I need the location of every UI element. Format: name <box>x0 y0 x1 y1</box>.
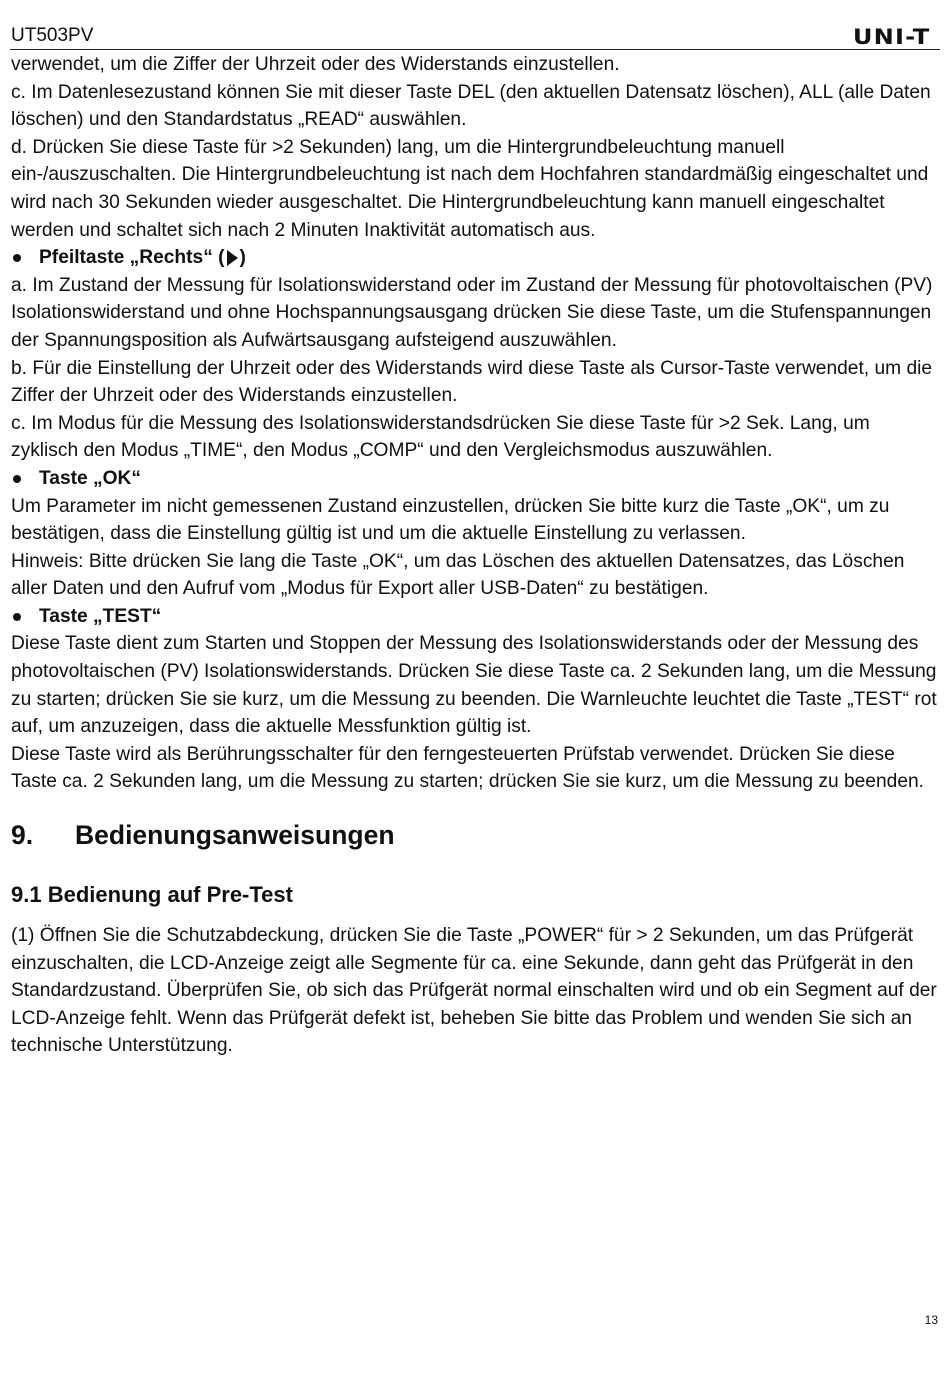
bullet-dot-icon <box>13 475 21 483</box>
paragraph: d. Drücken Sie diese Taste für >2 Sekunden) lang, um die Hintergrundbeleuchtung manuell ein-/auszuschalten. Die Hintergrundbeleuchtung ist nach dem Hochfahren standardmäßig eingeschaltet und wird nach 30 Sekunden wieder ausgeschaltet. Die Hintergrundbeleuchtung kann manuell eingeschaltet werden und schaltet sich nach 2 Minuten Inaktivität automatisch aus. <box>11 136 929 241</box>
bullet-dot-icon <box>13 613 21 621</box>
paragraph: c. Im Modus für die Messung des Isolationswiderstandsdrücken Sie diese Taste für >2 Sek. Lang, um zyklisch den Modus „TIME“, den Modus „COMP“ und den Vergleichsmodus auszuwählen. <box>11 412 870 462</box>
subsection-heading: 9.1 Bedienung auf Pre-Test <box>11 882 293 908</box>
paragraph: Hinweis: Bitte drücken Sie lang die Taste „OK“, um das Löschen des aktuellen Datensatzes, das Löschen aller Daten und den Aufruf vom „Modus für Export aller USB-Daten“ zu bestätigen. <box>11 550 905 600</box>
section-title: Bedienungsanweisungen <box>75 820 395 851</box>
bullet-dot-icon <box>13 254 21 262</box>
paragraph: (1) Öffnen Sie die Schutzabdeckung, drücken Sie die Taste „POWER“ für > 2 Sekunden, um das Prüfgerät einzuschalten, die LCD-Anzeige zeigt alle Segmente für ca. eine Sekunde, dann geht das Prüfgerät in den Standardzustand. Überprüfen Sie, ob sich das Prüfgerät normal einschalten wird und ob ein Segment auf der LCD-Anzeige fehlt. Wenn das Prüfgerät defekt ist, beheben Sie bitte das Problem und wenden Sie sich an technische Unterstützung. <box>11 925 937 1057</box>
bullet-label: Pfeiltaste „Rechts“ ( <box>39 247 225 269</box>
page-content <box>11 51 941 1060</box>
bullet-label: Taste „TEST“ <box>39 605 162 627</box>
bullet-heading-test <box>11 603 941 631</box>
page-number: 13 <box>924 1313 938 1327</box>
page-header <box>10 22 940 50</box>
bullet-heading-ok <box>11 465 941 493</box>
model-name: UT503PV <box>11 25 94 46</box>
paragraph: a. Im Zustand der Messung für Isolationswiderstand oder im Zustand der Messung für photovoltaischen (PV) Isolationswiderstand und ohne Hochspannungsausgang drücken Sie diese Taste, um die Stufenspannungen der Spannungsposition als Aufwärtsausgang aufsteigend auszuwählen. <box>11 274 933 351</box>
paragraph: verwendet, um die Ziffer der Uhrzeit oder des Widerstands einzustellen. <box>11 54 620 75</box>
paragraph: Diese Taste dient zum Starten und Stoppen der Messung des Isolationswiderstands oder der Messung des photovoltaischen (PV) Isolationswiderstands. Drücken Sie diese Taste ca. 2 Sekunden lang, um die Messung zu starten; drücken Sie sie kurz, um die Messung zu beenden. Die Warnleuchte leuchtet die Taste „TEST“ rot auf, um anzuzeigen, dass die aktuelle Messfunktion gültig ist. <box>11 633 937 738</box>
bullet-heading-right-arrow <box>11 244 941 272</box>
bullet-label-end: ) <box>239 247 246 269</box>
bullet-label: Taste „OK“ <box>39 467 141 489</box>
paragraph: c. Im Datenlesezustand können Sie mit dieser Taste DEL (den aktuellen Datensatz löschen), ALL (alle Daten löschen) und den Standardstatus „READ“ auswählen. <box>11 81 931 131</box>
brand-logo: UNI-T <box>852 25 930 49</box>
section-heading <box>11 818 941 852</box>
paragraph: Diese Taste wird als Berührungsschalter für den ferngesteuerten Prüfstab verwendet. Drücken Sie diese Taste ca. 2 Sekunden lang, um die Messung zu starten; drücken Sie sie kurz, um die Messung zu beenden. <box>11 743 924 793</box>
paragraph: Um Parameter im nicht gemessenen Zustand einzustellen, drücken Sie bitte kurz die Taste „OK“, um zu bestätigen, dass die Einstellung gültig ist und um die aktuelle Einstellung zu verlassen. <box>11 495 890 545</box>
paragraph: b. Für die Einstellung der Uhrzeit oder des Widerstands wird diese Taste als Cursor-Taste verwendet, um die Ziffer der Uhrzeit oder des Widerstands einzustellen. <box>11 357 933 407</box>
right-arrow-icon <box>227 250 238 266</box>
section-number: 9. <box>11 820 34 851</box>
